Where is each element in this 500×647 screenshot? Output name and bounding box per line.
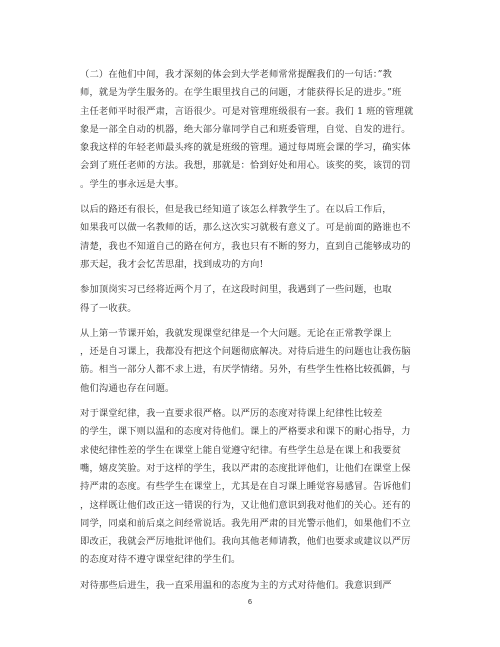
text-line: 对待那些后进生，我一直采用温和的态度为主的方式对待他们。我意识到严	[80, 579, 392, 591]
text-line: 的态度对待不遵守课堂纪律的学生们。	[80, 554, 241, 566]
text-line: 筋。相当一部分人都不求上进，有厌学情绪。另外，有些学生性格比较孤僻，与	[80, 364, 411, 376]
text-line: 象是一部全自动的机器，绝大部分靠同学自己和班委管理，自觉、自发的进行。	[80, 123, 411, 135]
text-line: （二）在他们中间，我才深刻的体会到大学老师常常提醒我们的一句话：”教	[80, 69, 393, 80]
text-line: 他们沟通也存在问题。	[80, 382, 175, 394]
text-line: 即改正，我就会严厉地批评他们。我向其他老师请教，他们也要求或建议以严厉	[80, 536, 411, 548]
text-line: 以后的路还有很长，但是我已经知道了该怎么样教学生了。在以后工作后，	[80, 204, 392, 216]
text-line: ，还是自习课上，我都没有把这个问题彻底解决。对待后进生的问题也让我伤脑	[80, 346, 411, 358]
text-line: 对于课堂纪律，我一直要求很严格。以严厉的态度对待课上纪律性比较差	[80, 408, 383, 420]
text-line: 的学生，课下则以温和的态度对待他们。课上的严格要求和课下的耐心指导，力	[80, 426, 411, 438]
paragraph-3	[80, 281, 428, 318]
text-line: 师，就是为学生服务的。在学生眼里找自己的问题，才能获得长足的进步。”班	[80, 87, 402, 99]
text-line: 会到了班任老师的方法。我想，那就是：恰到好处和用心。该奖的奖，该罚的罚	[80, 160, 411, 172]
text-line: 如果我可以做一名教师的话，那么这次实习就极有意义了。可是前面的路谁也不	[80, 222, 411, 234]
text-line: 参加顶岗实习已经将近两个月了，在这段时间里，我遇到了一些问题，也取	[80, 284, 392, 296]
paragraph-6	[80, 577, 428, 595]
paragraph-5	[80, 405, 428, 570]
paragraph-4	[80, 325, 428, 398]
document-body	[80, 66, 428, 602]
text-line: 持严肃的态度。有些学生在课堂上，尤其是在自习课上睡觉容易感冒。告诉他们	[80, 481, 411, 493]
text-line: 。学生的事永远是大事。	[80, 178, 184, 190]
text-line: 象我这样的年轻老师最头疼的就是班级的管理。通过每周班会课的学习，确实体	[80, 142, 411, 154]
text-line: 得了一收获。	[80, 302, 137, 314]
text-line: ，这样既让他们改正这一错误的行为，又让他们意识到我对他们的关心。还有的	[80, 499, 411, 511]
text-line: 从上第一节课开始，我就发现课堂纪律是一个大问题。无论在正常教学课上	[80, 327, 392, 339]
paragraph-2	[80, 201, 428, 274]
page-number: 6	[247, 598, 253, 606]
text-line: 清楚，我也不知道自己的路在何方，我也只有不断的努力，直到自己能够成功的	[80, 240, 411, 252]
text-line: 那天起，我才会忆苦思甜，找到成功的方向!	[80, 258, 264, 270]
text-line: 求使纪律性差的学生在课堂上能自觉遵守纪律。有些学生总是在课上和我要贫	[80, 444, 402, 456]
paragraph-1	[80, 66, 428, 194]
text-line: 主任老师平时很严肃，言语很少。可是对管理班级很有一套。我们 1 班的管理就	[80, 105, 414, 117]
text-line: 嘴，嬉皮笑脸。对于这样的学生，我以严肃的态度批评他们，让他们在课堂上保	[80, 462, 411, 474]
text-line: 同学，同桌和前后桌之间经常说话。我先用严肃的目光警示他们，如果他们不立	[80, 517, 411, 529]
